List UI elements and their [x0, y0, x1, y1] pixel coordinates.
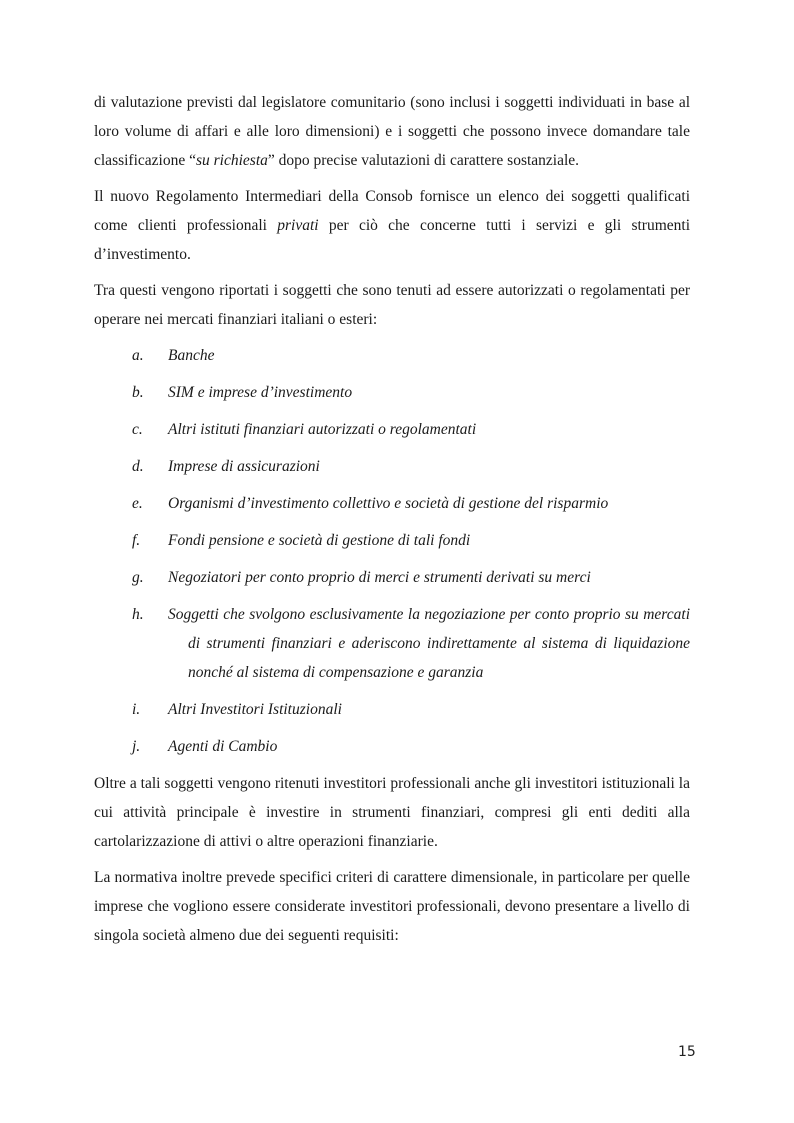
paragraph-1-emphasis: su richiesta — [195, 152, 268, 169]
document-page — [94, 88, 690, 957]
page-number: 15 — [678, 1044, 696, 1060]
list-item — [94, 600, 690, 687]
paragraph-2-text-b: per ciò che concerne tutti i servizi e gli strumenti d’investimento. — [94, 217, 690, 263]
paragraph-2-text-a: Il nuovo Regolamento Intermediari della Consob fornisce un elenco dei soggetti qualificati come clienti professionali — [94, 188, 690, 234]
list-item-letter: e. — [132, 495, 143, 512]
list-item-letter: i. — [132, 701, 141, 718]
list-item-text: Organismi d’investimento collettivo e società di gestione del risparmio — [168, 495, 609, 512]
list-item-letter: j. — [132, 738, 141, 755]
list-item-text: Agenti di Cambio — [168, 738, 278, 755]
list-item-text: SIM e imprese d’investimento — [168, 384, 353, 401]
list-item-letter: g. — [132, 569, 144, 586]
paragraph-2 — [94, 182, 690, 269]
list-item-letter: d. — [132, 458, 144, 475]
list-item — [94, 563, 690, 592]
paragraph-5: La normativa inoltre prevede specifici criteri di carattere dimensionale, in particolare per quelle imprese che vogliono essere considerate investitori professionali, devono presentare a livello di singola società almeno due dei seguenti requisiti: — [94, 869, 690, 944]
list-item-letter: a. — [132, 347, 144, 364]
list-item — [94, 341, 690, 370]
paragraph-2-emphasis: privati — [277, 217, 319, 234]
paragraph-1 — [94, 88, 690, 175]
list-item-text: Altri istituti finanziari autorizzati o regolamentati — [168, 421, 477, 438]
list-item — [94, 695, 690, 724]
list-item — [94, 378, 690, 407]
list-item-text: Altri Investitori Istituzionali — [168, 701, 342, 718]
paragraph-4: Oltre a tali soggetti vengono ritenuti investitori professionali anche gli investitori istituzionali la cui attività principale è investire in strumenti finanziari, compresi gli enti dediti alla cartolarizzazione di attivi o altre operazioni finanziarie. — [94, 775, 690, 850]
list-item-letter: h. — [132, 606, 144, 623]
list-item-text: Negoziatori per conto proprio di merci e strumenti derivati su merci — [168, 569, 591, 586]
list-item-letter: b. — [132, 384, 144, 401]
list-item-text: Banche — [168, 347, 215, 364]
list-item — [94, 452, 690, 481]
list-item-letter: c. — [132, 421, 143, 438]
list-item — [94, 732, 690, 761]
paragraph-3: Tra questi vengono riportati i soggetti che sono tenuti ad essere autorizzati o regolamentati per operare nei mercati finanziari italiani o esteri: — [94, 282, 690, 328]
list-item — [94, 489, 690, 518]
list-item-text: Fondi pensione e società di gestione di tali fondi — [168, 532, 471, 549]
paragraph-1-text-b: ” dopo precise valutazioni di carattere sostanziale. — [267, 152, 580, 169]
list-item — [94, 415, 690, 444]
list-item-text: Imprese di assicurazioni — [168, 458, 320, 475]
paragraph-1-text-a: di valutazione previsti dal legislatore comunitario (sono inclusi i soggetti individuati in base al loro volume di affari e alle loro dimensioni) e i soggetti che possono invece domandare tale classificazione “ — [94, 94, 690, 169]
list-item — [94, 526, 690, 555]
list-item-letter: f. — [132, 532, 141, 549]
subject-list — [94, 341, 690, 761]
list-item-text: Soggetti che svolgono esclusivamente la negoziazione per conto proprio su mercati di strumenti finanziari e aderiscono indirettamente al sistema di liquidazione nonché al sistema di compensazione e garanzia — [168, 606, 690, 681]
